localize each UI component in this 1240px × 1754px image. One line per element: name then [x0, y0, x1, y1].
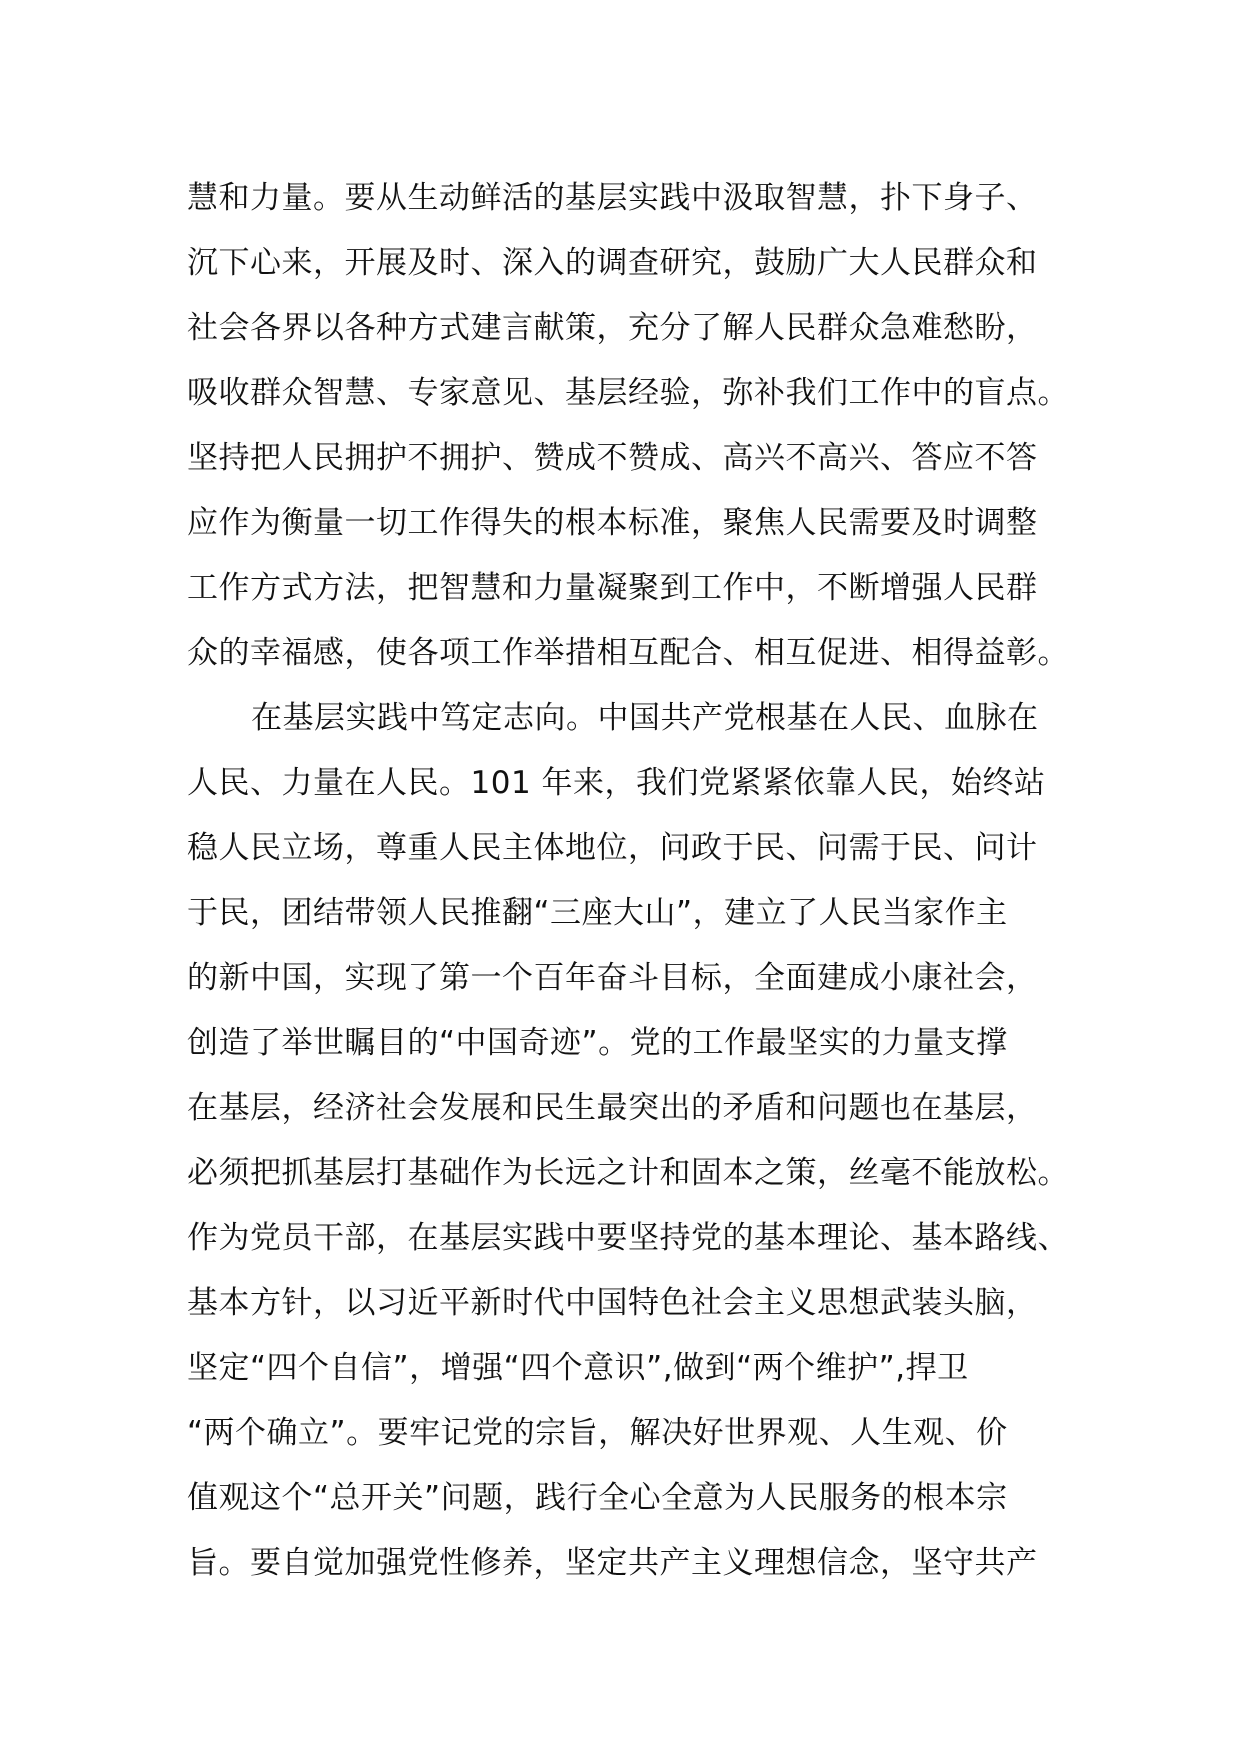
- text-line: 于民，团结带领人民推翻“三座大山”，建立了人民当家作主: [187, 895, 1008, 931]
- text-line: 沉下心来，开展及时、深入的调查研究，鼓励广大人民群众和: [187, 245, 1038, 281]
- text-line: “两个确立”。要牢记党的宗旨，解决好世界观、人生观、价: [187, 1415, 1008, 1451]
- text-line: 基本方针，以习近平新时代中国特色社会主义思想武装头脑，: [187, 1285, 1038, 1321]
- text-line: 坚定“四个自信”，增强“四个意识”,做到“两个维护”,捍卫: [187, 1350, 969, 1386]
- body-text: [187, 166, 1087, 1596]
- text-line: 人民、力量在人民。101 年来，我们党紧紧依靠人民，始终站: [187, 765, 1046, 801]
- text-line: 坚持把人民拥护不拥护、赞成不赞成、高兴不高兴、答应不答: [187, 440, 1038, 476]
- text-line: 吸收群众智慧、专家意见、基层经验，弥补我们工作中的盲点。: [187, 375, 1069, 411]
- text-line: 众的幸福感，使各项工作举措相互配合、相互促进、相得益彰。: [187, 635, 1069, 671]
- text-line: 工作方式方法，把智慧和力量凝聚到工作中，不断增强人民群: [187, 570, 1038, 606]
- text-line: 慧和力量。要从生动鲜活的基层实践中汲取智慧，扑下身子、: [187, 180, 1038, 216]
- text-line: 在基层，经济社会发展和民生最突出的矛盾和问题也在基层，: [187, 1090, 1038, 1126]
- text-line: 值观这个“总开关”问题，践行全心全意为人民服务的根本宗: [187, 1480, 1008, 1516]
- text-line: 社会各界以各种方式建言献策，充分了解人民群众急难愁盼，: [187, 310, 1038, 346]
- text-line: 的新中国，实现了第一个百年奋斗目标，全面建成小康社会，: [187, 960, 1038, 996]
- text-line: 必须把抓基层打基础作为长远之计和固本之策，丝毫不能放松。: [187, 1155, 1069, 1191]
- paragraph-start-line: 在基层实践中笃定志向。中国共产党根基在人民、血脉在: [251, 700, 1039, 736]
- text-line: 作为党员干部，在基层实践中要坚持党的基本理论、基本路线、: [187, 1220, 1069, 1256]
- text-line: 旨。要自觉加强党性修养，坚定共产主义理想信念，坚守共产: [187, 1545, 1038, 1581]
- text-line: 创造了举世瞩目的“中国奇迹”。党的工作最坚实的力量支撑: [187, 1025, 1008, 1061]
- text-line: 稳人民立场，尊重人民主体地位，问政于民、问需于民、问计: [187, 830, 1038, 866]
- text-line: 应作为衡量一切工作得失的根本标准，聚焦人民需要及时调整: [187, 505, 1038, 541]
